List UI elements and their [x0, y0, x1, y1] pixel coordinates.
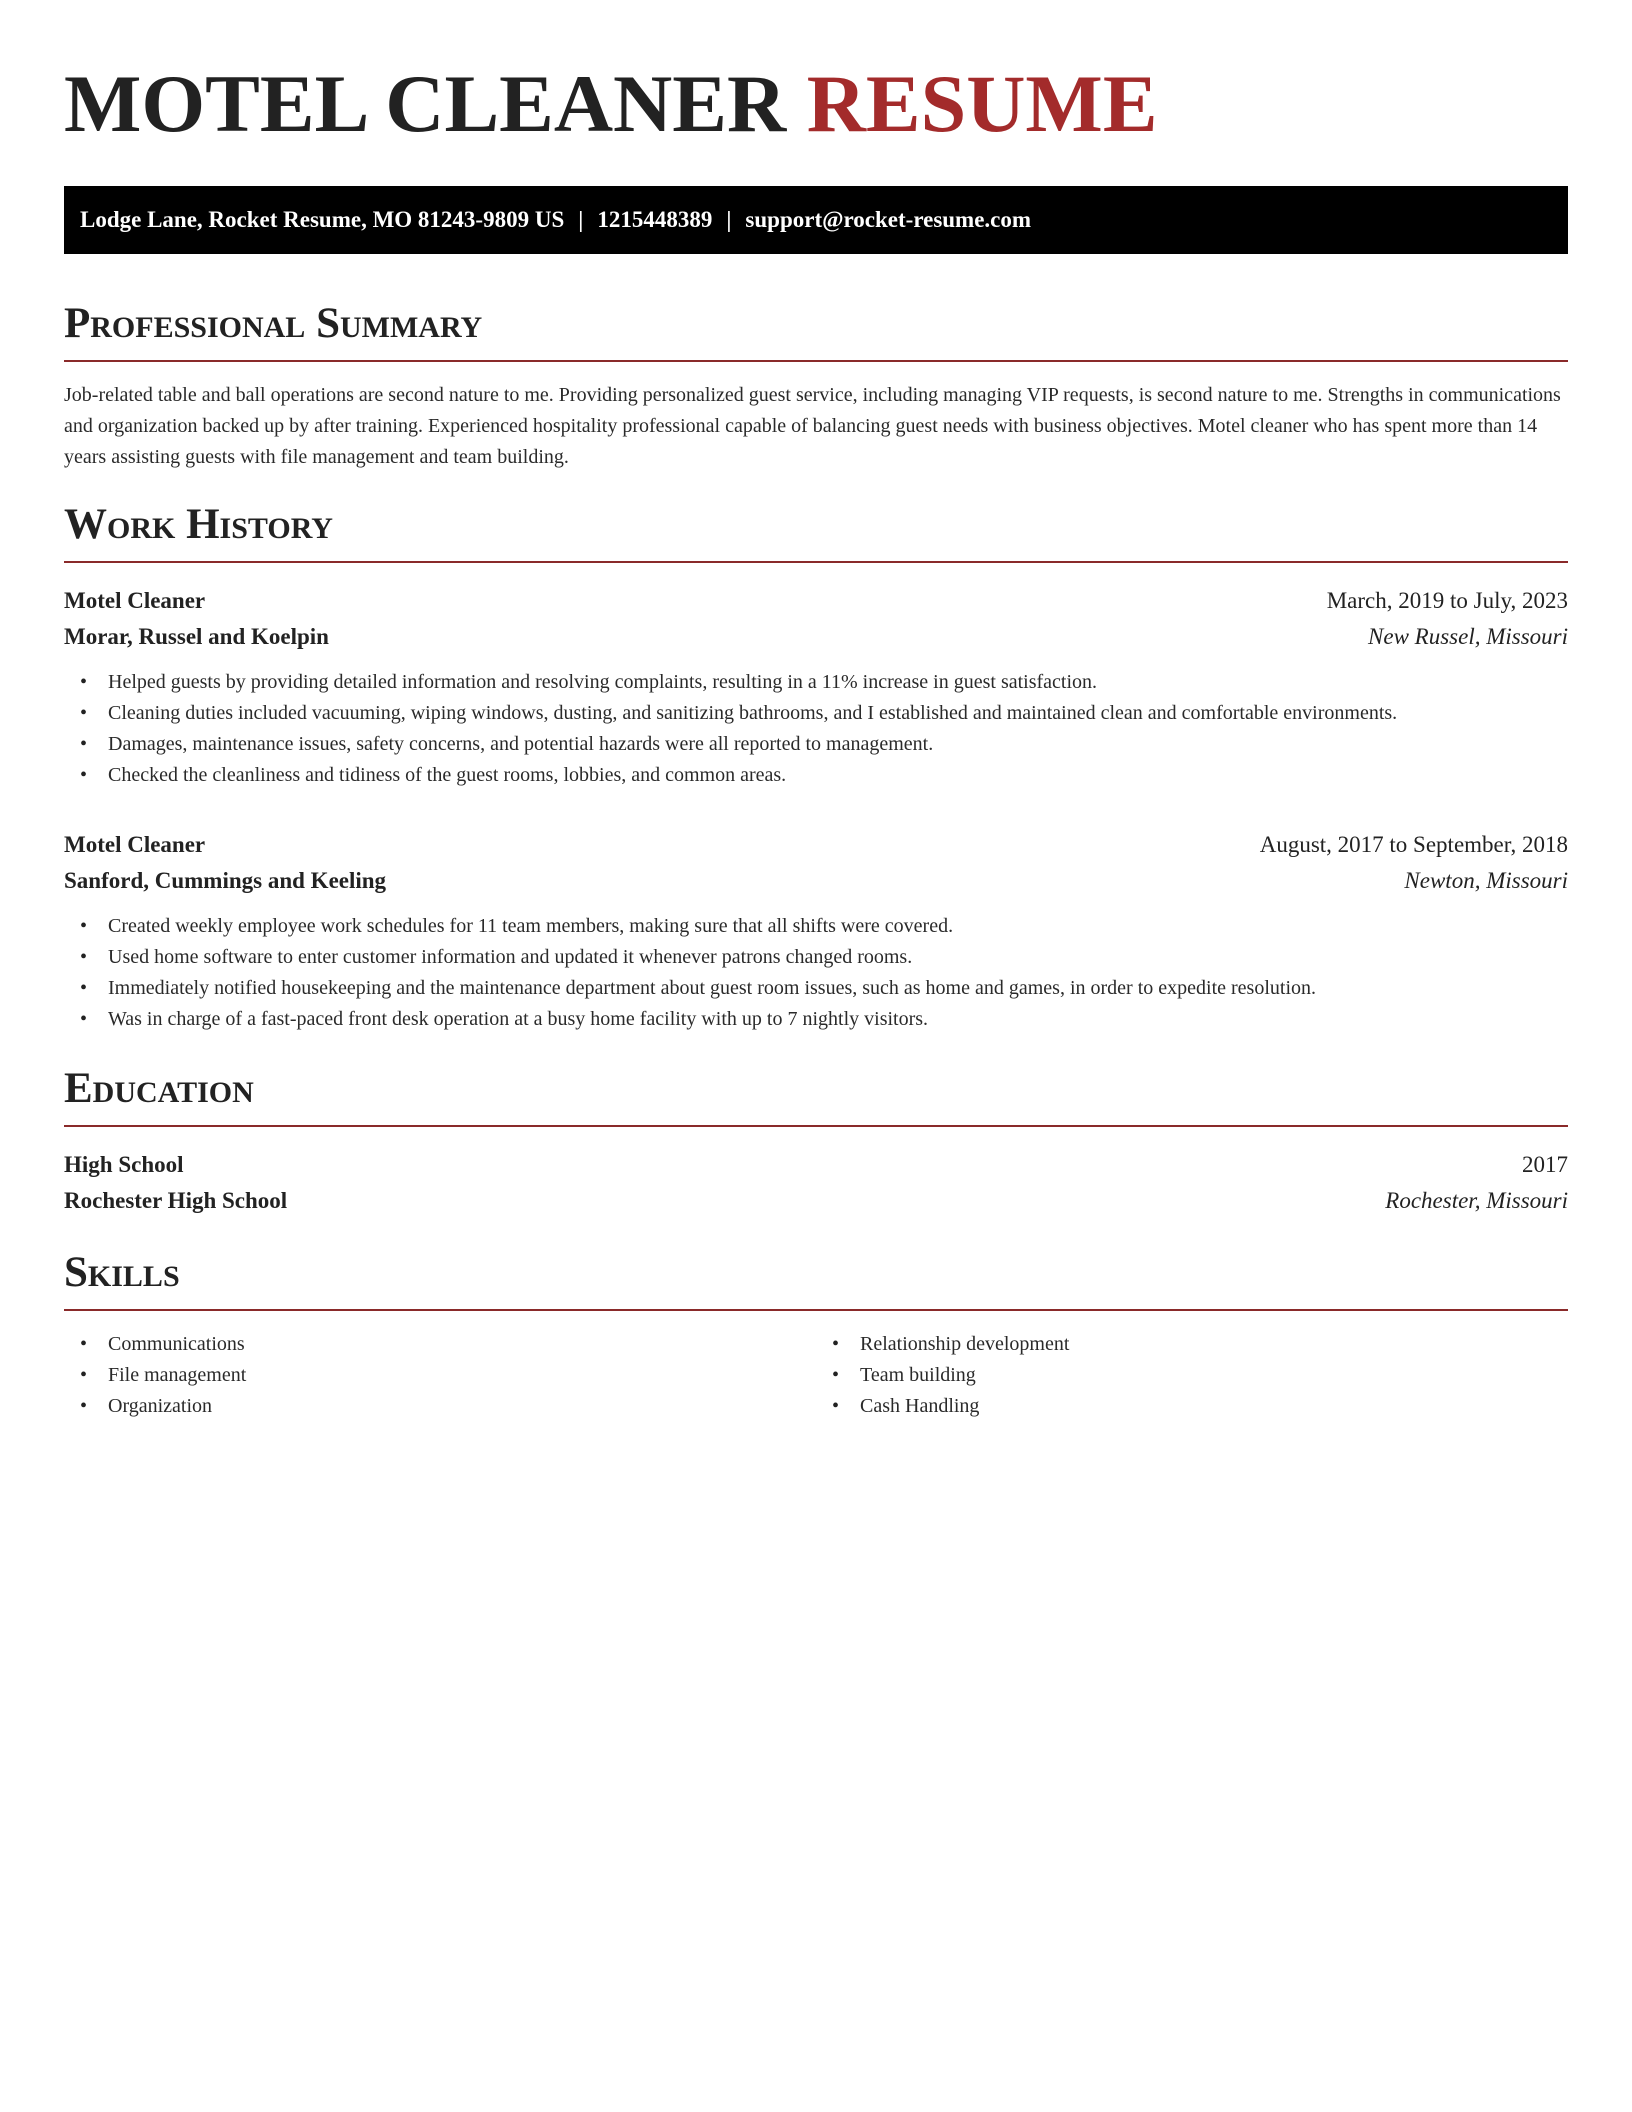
job-company: Morar, Russel and Koelpin: [64, 624, 329, 649]
job-company: Sanford, Cummings and Keeling: [64, 868, 387, 893]
job-bullets: [64, 667, 1568, 791]
skills-section: [64, 1247, 1568, 1422]
job-company-row: [64, 863, 1568, 899]
list-item: • Was in charge of a fast-paced front desk operation at a busy home facility with up to 7 nightly visitors.: [80, 1004, 1568, 1035]
skill-item: • Communications: [80, 1329, 816, 1360]
contact-address: Lodge Lane, Rocket Resume, MO 81243-9809 US: [80, 207, 565, 232]
section-heading: Professional Summary: [64, 298, 1568, 362]
job-dates: March, 2019 to July, 2023: [1326, 588, 1568, 613]
skill-item: • Relationship development: [832, 1329, 1568, 1360]
skill-item: • File management: [80, 1360, 816, 1391]
job-entry: [64, 583, 1568, 791]
contact-phone: 1215448389: [597, 207, 713, 232]
education-degree: High School: [64, 1152, 184, 1177]
job-location: New Russel, Missouri: [1368, 624, 1568, 649]
education-school-row: [64, 1183, 1568, 1219]
contact-separator: |: [578, 207, 584, 232]
list-item: • Damages, maintenance issues, safety concerns, and potential hazards were all reported to management.: [80, 729, 1568, 760]
skill-item: • Cash Handling: [832, 1391, 1568, 1422]
education-school: Rochester High School: [64, 1188, 288, 1213]
skills-grid: [64, 1329, 1568, 1422]
job-title: Motel Cleaner: [64, 588, 206, 613]
skills-column-left: [64, 1329, 816, 1422]
title-main: MOTEL CLEANER: [64, 58, 787, 149]
job-location: Newton, Missouri: [1404, 868, 1568, 893]
contact-separator: |: [726, 207, 732, 232]
title-accent: RESUME: [806, 58, 1158, 149]
list-item: • Created weekly employee work schedules for 11 team members, making sure that all shifts were covered.: [80, 911, 1568, 942]
job-company-row: [64, 619, 1568, 655]
section-heading: Work History: [64, 499, 1568, 563]
skill-item: • Organization: [80, 1391, 816, 1422]
list-item: • Checked the cleanliness and tidiness of the guest rooms, lobbies, and common areas.: [80, 760, 1568, 791]
contact-bar: [64, 186, 1568, 254]
list-item: • Cleaning duties included vacuuming, wiping windows, dusting, and sanitizing bathrooms, and I established and maintained clean and comfortable environments.: [80, 698, 1568, 729]
work-history-section: [64, 499, 1568, 1035]
education-year: 2017: [1522, 1152, 1568, 1177]
skills-list: [64, 1329, 816, 1422]
education-degree-row: [64, 1147, 1568, 1183]
skill-item: • Team building: [832, 1360, 1568, 1391]
summary-text: Job-related table and ball operations are second nature to me. Providing personalized guest service, including managing VIP requests, is second nature to me. Strengths in communications and organization backed up by after training. Experienced hospitality professional capable of balancing guest needs with business objectives. Motel cleaner who has spent more than 14 years assisting guests with file management and team building.: [64, 384, 1561, 468]
education-location: Rochester, Missouri: [1385, 1188, 1568, 1213]
education-entry: [64, 1147, 1568, 1219]
job-title: Motel Cleaner: [64, 832, 206, 857]
resume-title: [64, 0, 1568, 152]
job-bullets: [64, 911, 1568, 1035]
section-heading: Education: [64, 1063, 1568, 1127]
education-section: [64, 1063, 1568, 1219]
list-item: • Used home software to enter customer information and updated it whenever patrons changed rooms.: [80, 942, 1568, 973]
list-item: • Immediately notified housekeeping and the maintenance department about guest room issues, such as home and games, in order to expedite resolution.: [80, 973, 1568, 1004]
list-item: • Helped guests by providing detailed information and resolving complaints, resulting in a 11% increase in guest satisfaction.: [80, 667, 1568, 698]
contact-email: support@rocket-resume.com: [745, 207, 1032, 232]
job-title-row: [64, 827, 1568, 863]
skills-column-right: [816, 1329, 1568, 1422]
skills-list: [816, 1329, 1568, 1422]
job-title-row: [64, 583, 1568, 619]
section-heading: Skills: [64, 1247, 1568, 1311]
job-dates: August, 2017 to September, 2018: [1259, 832, 1568, 857]
resume-page: [64, 0, 1568, 1422]
job-entry: [64, 827, 1568, 1035]
professional-summary-section: [64, 298, 1568, 473]
